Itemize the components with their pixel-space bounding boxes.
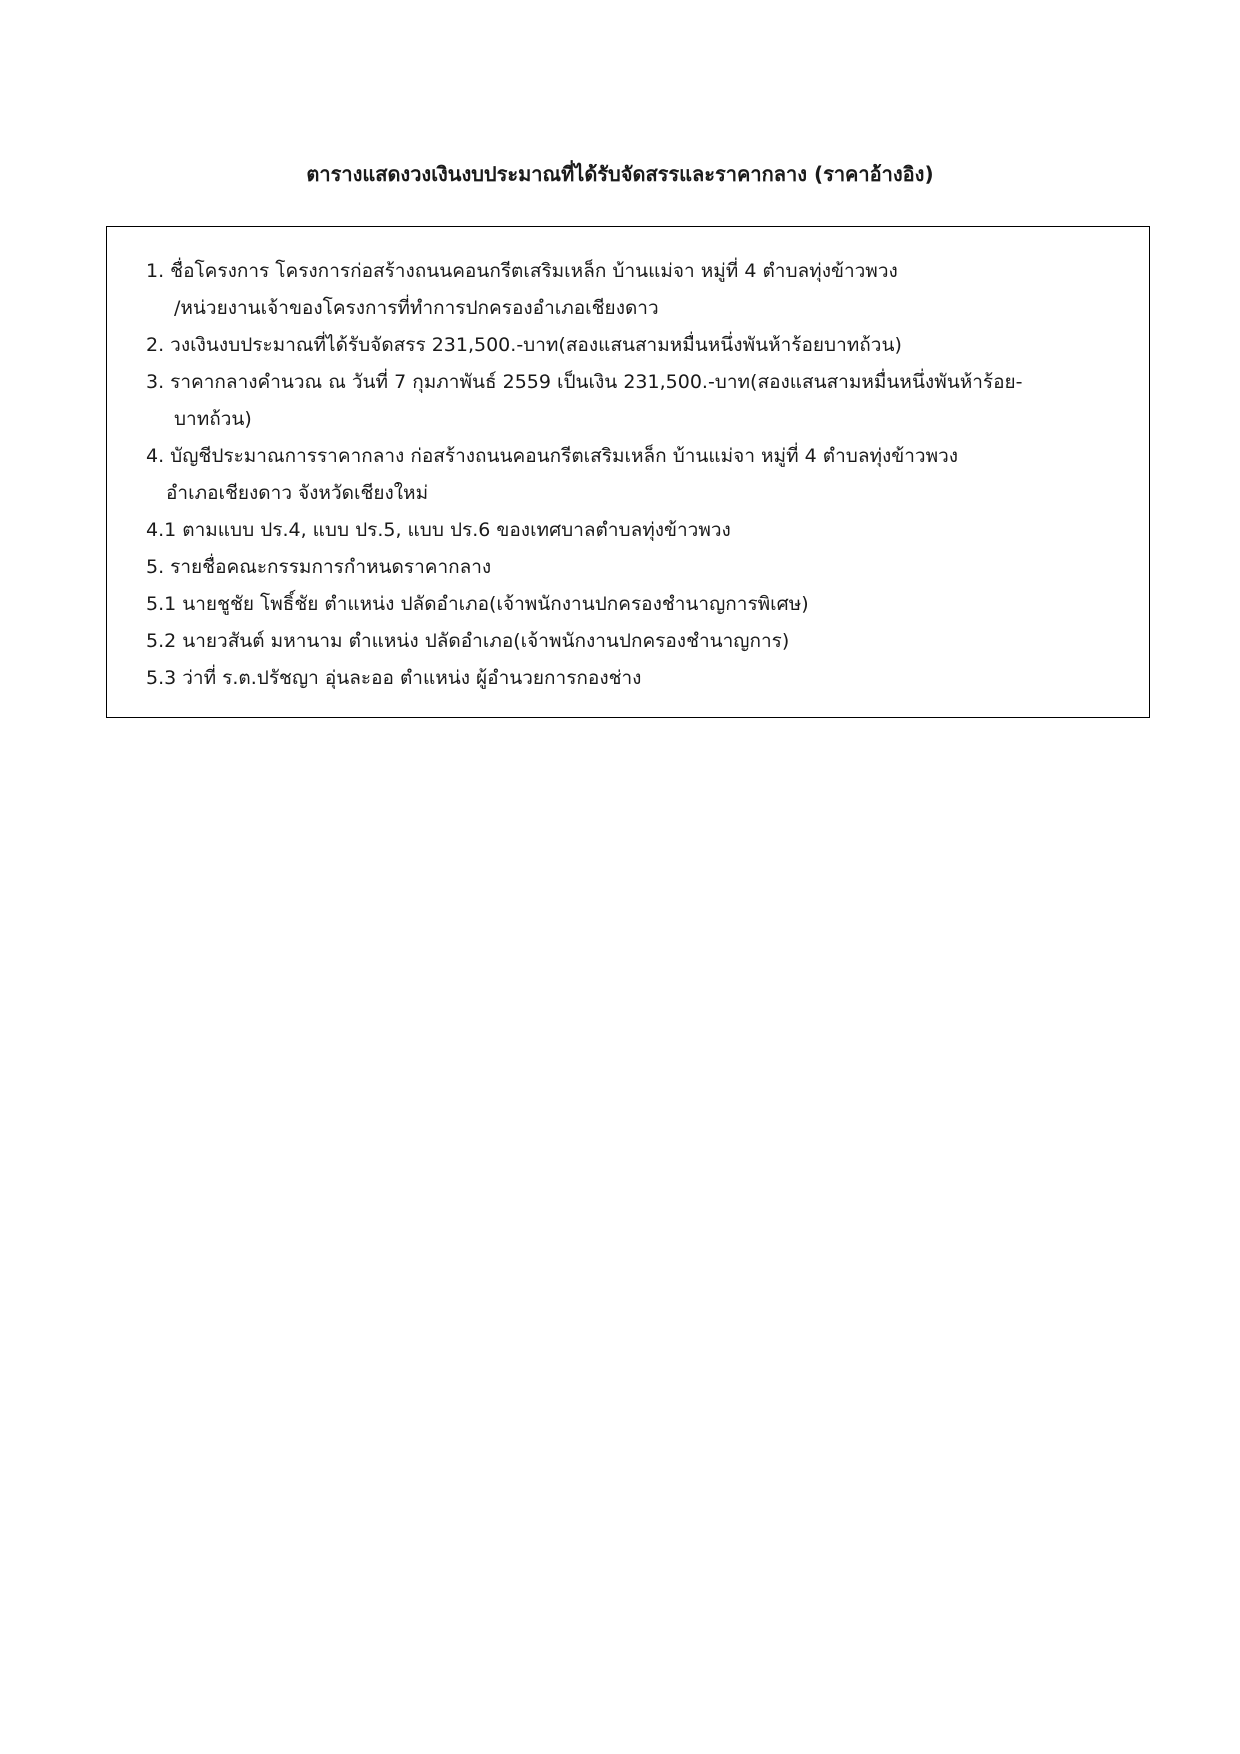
item-1-project-name: 1. ชื่อโครงการ โครงการก่อสร้างถนนคอนกรีตเสริมเหล็ก บ้านแม่จา หมู่ที่ 4 ตำบลทุ่งข้าวพวง [146,260,898,282]
item-5-2-member: 5.2 นายวสันต์ มหานาม ตำแหน่ง ปลัดอำเภอ(เจ้าพนักงานปกครองชำนาญการ) [146,630,790,652]
item-4-estimate-cont: อำเภอเชียงดาว จังหวัดเชียงใหม่ [166,482,429,504]
item-4-estimate: 4. บัญชีประมาณการราคากลาง ก่อสร้างถนนคอนกรีตเสริมเหล็ก บ้านแม่จา หมู่ที่ 4 ตำบลทุ่งข้าวพวง [146,445,959,467]
item-4-1-forms: 4.1 ตามแบบ ปร.4, แบบ ปร.5, แบบ ปร.6 ของเทศบาลตำบลทุ่งข้าวพวง [146,519,731,541]
item-5-committee: 5. รายชื่อคณะกรรมการกำหนดราคากลาง [146,556,492,578]
item-3-median-price: 3. ราคากลางคำนวณ ณ วันที่ 7 กุมภาพันธ์ 2559 เป็นเงิน 231,500.-บาท(สองแสนสามหมื่นหนึ่งพันห้าร้อย- [146,371,1023,393]
item-2-budget: 2. วงเงินงบประมาณที่ได้รับจัดสรร 231,500.-บาท(สองแสนสามหมื่นหนึ่งพันห้าร้อยบาทถ้วน) [146,334,902,356]
document-title: ตารางแสดงวงเงินงบประมาณที่ได้รับจัดสรรและราคากลาง (ราคาอ้างอิง) [306,162,934,186]
item-5-1-member: 5.1 นายชูชัย โพธิ์ชัย ตำแหน่ง ปลัดอำเภอ(เจ้าพนักงานปกครองชำนาญการพิเศษ) [146,593,809,615]
item-1-owner-agency: /หน่วยงานเจ้าของโครงการที่ทำการปกครองอำเภอเชียงดาว [174,297,659,319]
item-3-median-price-cont: บาทถ้วน) [174,408,252,430]
item-5-3-member: 5.3 ว่าที่ ร.ต.ปรัชญา อุ่นละออ ตำแหน่ง ผู้อำนวยการกองช่าง [146,667,642,689]
